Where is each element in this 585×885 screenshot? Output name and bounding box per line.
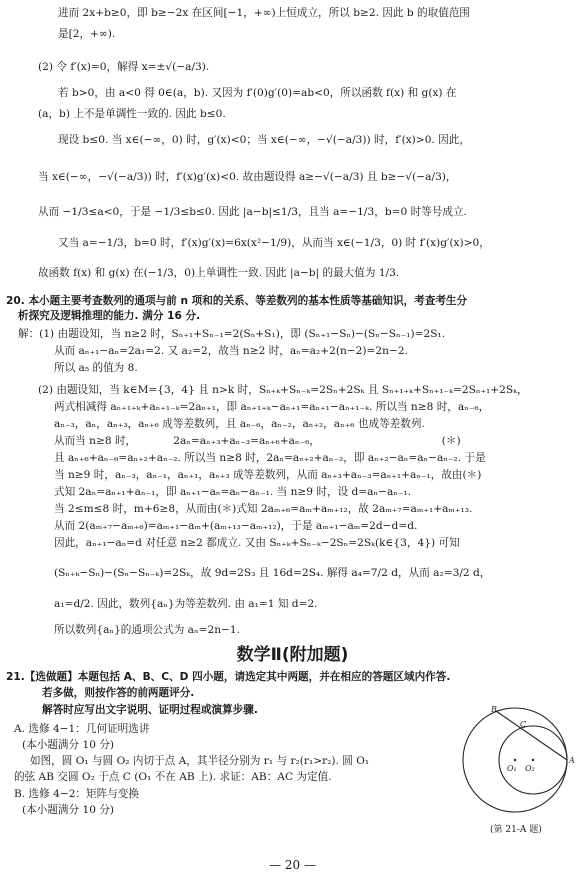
text-line: B. 选修 4−2：矩阵与变换 — [14, 788, 139, 800]
text-line: (a，b) 上不是单调性一致的. 因此 b≤0. — [38, 108, 226, 120]
text-line: 当 2≤m≤8 时，m+6≥8，从而由(＊)式知 2aₘ₊₆=aₘ+aₘ₊₁₂，故 2aₘ₊₇=aₘ₊₁+aₘ₊₁₃. — [54, 503, 473, 515]
text-line: 当 n≥9 时，aₙ₋₃，aₙ₋₁，aₙ₊₁，aₙ₊₃ 成等差数列，从而 aₙ₊₃+aₙ₋₃=aₙ₊₁+aₙ₋₁，故由(＊) — [54, 469, 482, 481]
text-line: 从而 2(aₘ₊₇−aₘ₊₆)=aₘ₊₁−aₘ+(aₘ₊₁₃−aₘ₊₁₂)，于是 aₘ₊₁−aₘ=2d−d=d. — [54, 520, 418, 532]
figure-circles — [460, 705, 580, 820]
text-line: 的弦 AB 交圆 O₂ 于点 C (O₁ 不在 AB 上). 求证：AB：AC 为定值. — [14, 771, 332, 783]
text-line: 从而 −1/3≤a<0，于是 −1/3≤b≤0. 因此 |a−b|≤1/3，且当 a=−1/3，b=0 时等号成立. — [38, 206, 467, 218]
text-line: 所以数列{aₙ}的通项公式为 aₙ=2n−1. — [54, 624, 241, 636]
text-line: (Sₙ₊ₖ−Sₙ)−(Sₙ−Sₙ₋ₖ)=2Sₖ，故 9d=2S₃ 且 16d=2S₄. 解得 a₄=7/2 d，从而 a₂=3/2 d， — [54, 567, 491, 579]
text-line: 从而 aₙ₊₁−aₙ=2a₁=2. 又 a₂=2，故当 n≥2 时，aₙ=a₂+2(n−2)=2n−2. — [54, 345, 408, 357]
text-line: 式知 2aₙ=aₙ₊₁+aₙ₋₁，即 aₙ₊₁−aₙ=aₙ−aₙ₋₁. 当 n≥9 时，设 d=aₙ−aₙ₋₁. — [54, 486, 412, 498]
text-line: 因此，aₙ₊₁−aₙ=d 对任意 n≥2 都成立. 又由 Sₙ₊ₖ+Sₙ₋ₖ−2Sₙ=2Sₖ(k∈{3，4}) 可知 — [54, 537, 460, 549]
text-line: (2) 由题设知，当 k∈M={3，4} 且 n>k 时，Sₙ₊ₖ+Sₙ₋ₖ=2Sₙ+2Sₖ 且 Sₙ₊₁₊ₖ+Sₙ₊₁₋ₖ=2Sₙ₊₁+2Sₖ， — [38, 384, 528, 396]
text-line: 所以 a₅ 的值为 8. — [54, 362, 138, 374]
text-line: A. 选修 4−1：几何证明选讲 — [14, 723, 150, 735]
label-O1: O₁ — [507, 764, 517, 773]
text-line: 故函数 f(x) 和 g(x) 在(−1/3，0)上单调性一致. 因此 |a−b| 的最大值为 1/3. — [38, 267, 400, 279]
text-line: 若 b>0，由 a<0 得 0∈(a，b). 又因为 f′(0)g′(0)=ab<0，所以函数 f(x) 和 g(x) 在 — [58, 87, 457, 99]
text-line: 进而 2x+b≥0，即 b≥−2x 在区间[−1，+∞)上恒成立，所以 b≥2. 因此 b 的取值范围 — [58, 7, 471, 19]
text-line: 当 x∈(−∞，−√(−a/3)) 时，f′(x)g′(x)<0. 故由题设得 a≥−√(−a/3) 且 b≥−√(−a/3)， — [38, 171, 457, 183]
label-C: C — [520, 720, 527, 729]
text-line: aₙ₋₃，aₙ，aₙ₊₃，aₙ₊₆ 成等差数列，且 aₙ₋₆，aₙ₋₂，aₙ₊₂，aₙ₊₆ 也成等差数列. — [54, 418, 425, 430]
text-line: 两式相减得 aₙ₊₁₊ₖ+aₙ₊₁₋ₖ=2aₙ₊₁，即 aₙ₊₁₊ₖ−aₙ₊₁=aₙ₊₁−aₙ₊₁₋ₖ. 所以当 n≥8 时，aₙ₋₆， — [54, 401, 490, 413]
text-line: 析探究及逻辑推理的能力. 满分 16 分. — [18, 310, 201, 322]
text-line: 21.【选做题】本题包括 A、B、C、D 四小题，请选定其中两题，并在相应的答题区域内作答. — [6, 671, 451, 683]
text-line: (本小题满分 10 分) — [22, 739, 115, 751]
text-line: (2) 令 f′(x)=0，解得 x=±√(−a/3). — [38, 61, 210, 73]
text-line: 从而当 n≥8 时， 2aₙ=aₙ₊₃+aₙ₋₃=aₙ₊₆+aₙ₋₆， (＊) — [54, 435, 461, 447]
figure-caption: (第 21-A 题) — [490, 825, 542, 835]
label-B: B — [491, 705, 497, 714]
section-title: 数学Ⅱ(附加题) — [236, 645, 349, 665]
text-line: 20. 本小题主要考查数列的通项与前 n 项和的关系、等差数列的基本性质等基础知识，考查考生分 — [6, 295, 468, 307]
text-line: 若多做，则按作答的前两题评分. — [42, 687, 195, 699]
text-line: 现设 b≤0. 当 x∈(−∞，0) 时，g′(x)<0；当 x∈(−∞，−√(−a/3)) 时，f′(x)>0. 因此， — [58, 134, 470, 146]
text-line: (本小题满分 10 分) — [22, 804, 115, 816]
text-line: a₁=d/2. 因此，数列{aₙ}为等差数列. 由 a₁=1 知 d=2. — [54, 598, 318, 610]
text-line: 解答时应写出文字说明、证明过程或演算步骤. — [42, 704, 258, 716]
label-O2: O₂ — [525, 764, 535, 773]
text-line: 如图，圆 O₁ 与圆 O₂ 内切于点 A，其半径分别为 r₁ 与 r₂(r₁>r₂). 圆 O₁ — [30, 755, 370, 767]
text-line: 又当 a=−1/3，b=0 时，f′(x)g′(x)=6x(x²−1/9)，从而当 x∈(−1/3，0) 时 f′(x)g′(x)>0， — [58, 237, 490, 249]
text-line: 且 aₙ₊₆+aₙ₋₆=aₙ₊₂+aₙ₋₂. 所以当 n≥8 时，2aₙ=aₙ₊₂+aₙ₋₂，即 aₙ₊₂−aₙ=aₙ−aₙ₋₂. 于是 — [54, 452, 486, 464]
page-number: — 20 — — [269, 858, 316, 872]
label-A: A — [569, 756, 575, 765]
text-line: 解：(1) 由题设知，当 n≥2 时，Sₙ₊₁+Sₙ₋₁=2(Sₙ+S₁)，即 (Sₙ₊₁−Sₙ)−(Sₙ−Sₙ₋₁)=2S₁. — [18, 328, 446, 340]
text-line: 是[2，+∞). — [58, 28, 116, 40]
